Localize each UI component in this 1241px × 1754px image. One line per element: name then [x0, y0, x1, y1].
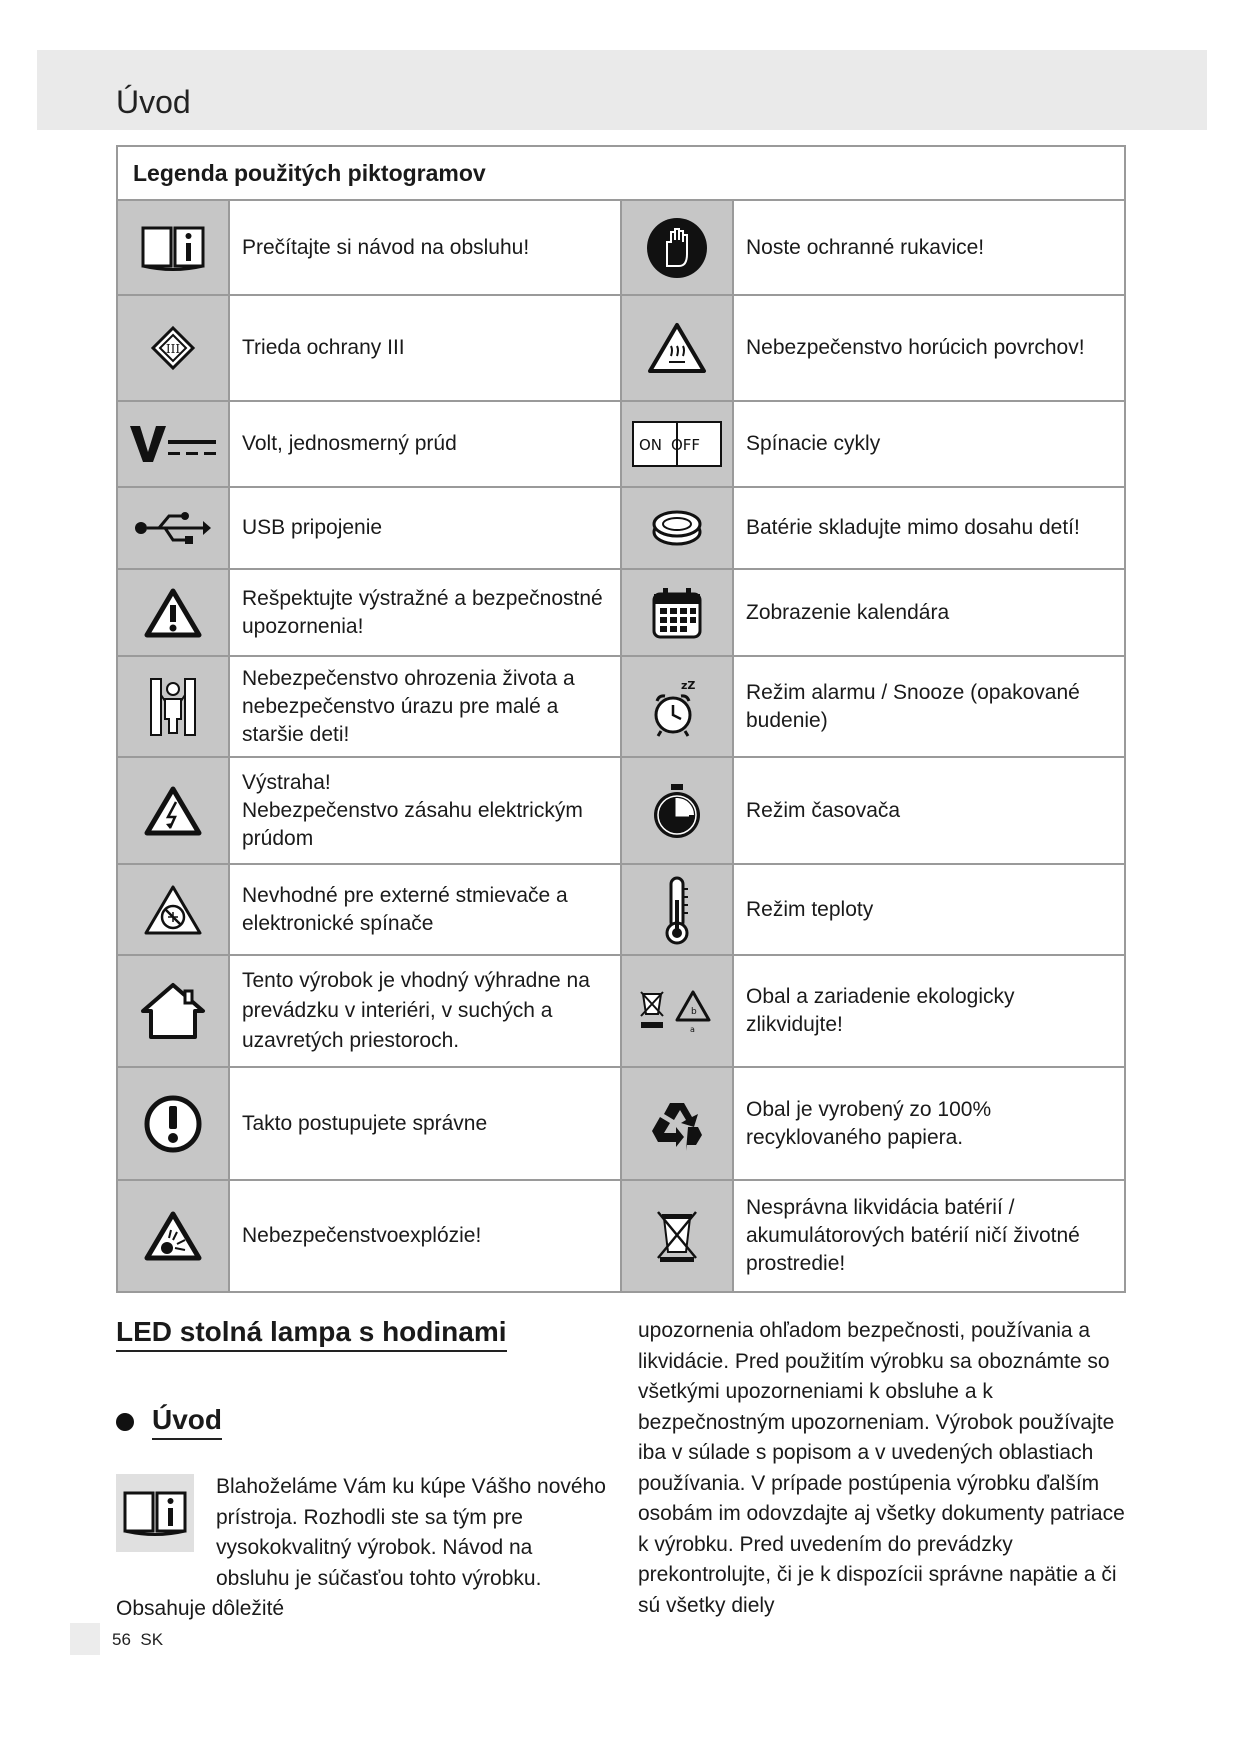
legend-text: Nevhodné pre externé stmievače a elektronické spínače: [228, 865, 622, 954]
legend-text: Obal je vyrobený zo 100% recyklovaného papiera.: [732, 1068, 1126, 1179]
legend-row: [118, 570, 1124, 657]
svg-text:a: a: [690, 1025, 695, 1034]
electric-shock-icon: [118, 758, 228, 863]
legend-row: [118, 758, 1124, 865]
legend-text: Nebezpečenstvo ohrozenia života a nebezpečenstvo úrazu pre malé a staršie deti!: [228, 657, 622, 756]
legend-text: Rešpektujte výstražné a bezpečnostné upozornenia!: [228, 570, 622, 655]
subsection-title: [116, 1404, 222, 1440]
legend-row: [118, 296, 1124, 402]
svg-text:zZ: zZ: [681, 678, 696, 692]
header-band: [37, 50, 1207, 130]
svg-text:b: b: [691, 1007, 697, 1017]
svg-text:OFF: OFF: [671, 436, 701, 454]
battery-disposal-icon: [622, 1181, 732, 1291]
subsection-title-text: Úvod: [152, 1404, 222, 1440]
warning-icon: [118, 570, 228, 655]
footer-marker: [70, 1623, 100, 1655]
indoor-house-icon: [118, 956, 228, 1066]
legend-text: Spínacie cykly: [732, 402, 1126, 486]
legend-text: Zobrazenie kalendára: [732, 570, 1126, 655]
section-title: LED stolná lampa s hodinami: [116, 1316, 507, 1352]
svg-text:ON: ON: [639, 436, 663, 454]
legend-text: Takto postupujete správne: [228, 1068, 622, 1179]
legend-text: Batérie skladujte mimo dosahu detí!: [732, 488, 1126, 568]
legend-text: Nebezpečenstvoexplózie!: [228, 1181, 622, 1291]
legend-text: Výstraha! Nebezpečenstvo zásahu elektrickým prúdom: [228, 758, 622, 863]
legend-text: Režim teploty: [732, 865, 1126, 954]
explosion-icon: [118, 1181, 228, 1291]
legend-row: [118, 657, 1124, 758]
language-code: SK: [140, 1630, 164, 1649]
alarm-clock-icon: [622, 657, 732, 756]
legend-text: Noste ochranné rukavice!: [732, 201, 1126, 294]
legend-text: Režim časovača: [732, 758, 1126, 863]
legend-row: [118, 201, 1124, 296]
legend-row: [118, 865, 1124, 956]
eco-disposal-icon: [622, 956, 732, 1066]
battery-icon: [622, 488, 732, 568]
child-danger-icon: [118, 657, 228, 756]
no-dimmer-icon: [118, 865, 228, 954]
intro-text-left: Blahoželáme Vám ku kúpe Vášho nového prístroja. Rozhodli ste sa tým pre vysokokvalitný výrobok. Návod na obsluhu je súčasťou tohto výrobku. Obsahuje dôležité: [116, 1475, 606, 1620]
legend-text: Nebezpečenstvo horúcich povrchov!: [732, 296, 1126, 400]
legend-text: Prečítajte si návod na obsluhu!: [228, 201, 622, 294]
volt-dc-icon: [118, 402, 228, 486]
legend-text: Režim alarmu / Snooze (opakované budenie): [732, 657, 1126, 756]
legend-text: Nesprávna likvidácia batérií / akumulátorových batérií ničí životné prostredie!: [732, 1181, 1126, 1291]
legend-title: Legenda použitých piktogramov: [118, 147, 1124, 201]
page-footer: [112, 1630, 163, 1650]
hot-surface-icon: [622, 296, 732, 400]
protection-class-3-icon: [118, 296, 228, 400]
read-manual-icon: [118, 201, 228, 294]
legend-row: [118, 1181, 1124, 1291]
calendar-icon: [622, 570, 732, 655]
intro-paragraph-continued: upozornenia ohľadom bezpečnosti, používania a likvidácie. Pred použitím výrobku sa oboznámte so všetkými upozorneniami k obsluhe a k bezpečnostným upozorneniam. Výrobok používajte iba v súlade s popisom a v uvedených oblastiach používania. V prípade postúpenia výrobku ďalším osobám im odovzdajte aj všetky dokumenty patriace k výrobku. Pred uvedením do prevádzky prekontrolujte, či je k dispozícii správne napätie a či sú všetky diely: [638, 1319, 1125, 1617]
page-title: Úvod: [116, 84, 191, 120]
legend-row: [118, 1068, 1124, 1181]
on-off-icon: [622, 402, 732, 486]
recycling-icon: [622, 1068, 732, 1179]
legend-text: Trieda ochrany III: [228, 296, 622, 400]
bullet-icon: [116, 1413, 134, 1431]
legend-text: USB pripojenie: [228, 488, 622, 568]
legend-text: Volt, jednosmerný prúd: [228, 402, 622, 486]
gloves-icon: [622, 201, 732, 294]
legend-text: Tento výrobok je vhodný výhradne na prevádzku v interiéri, v suchých a uzavretých priestoroch.: [228, 956, 622, 1066]
legend-row: [118, 402, 1124, 488]
pictogram-legend-table: [116, 145, 1126, 1293]
exclamation-icon: [118, 1068, 228, 1179]
timer-icon: [622, 758, 732, 863]
intro-paragraph: [116, 1472, 606, 1625]
thermometer-icon: [622, 865, 732, 954]
legend-text: Obal a zariadenie ekologicky zlikvidujte!: [732, 956, 1126, 1066]
svg-text:III: III: [165, 342, 181, 356]
legend-row: [118, 956, 1124, 1068]
page-number: 56: [112, 1630, 131, 1649]
usb-icon: [118, 488, 228, 568]
legend-row: [118, 488, 1124, 570]
